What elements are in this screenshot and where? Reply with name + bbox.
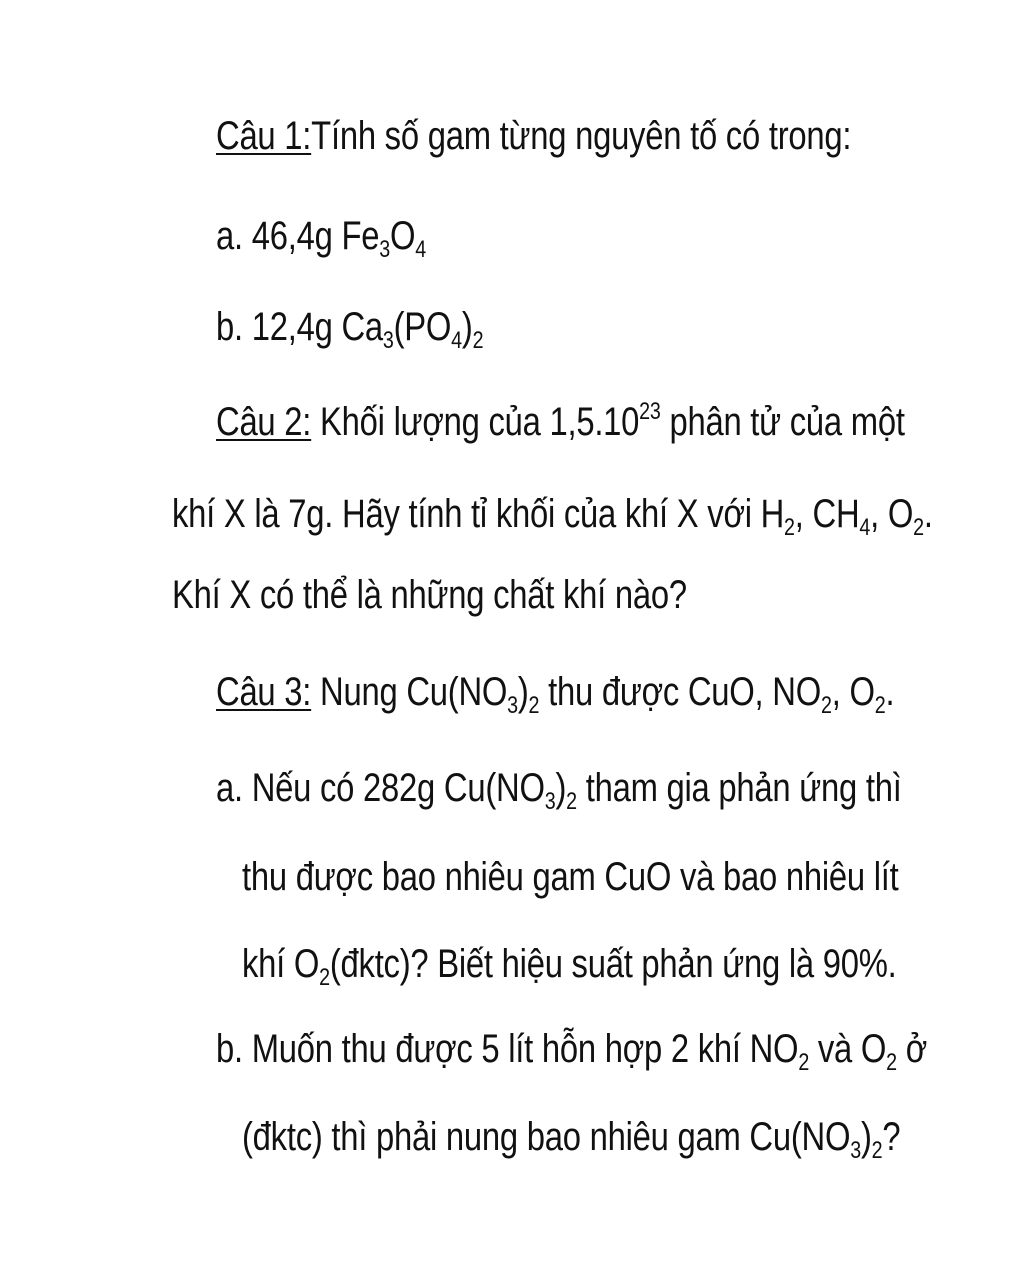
cau3-item-a-line-2: thu được bao nhiêu gam CuO và bao nhiêu lít [242, 855, 899, 899]
cau3-b-text: ở [896, 1027, 928, 1071]
cau1-b-text: ) [461, 305, 473, 349]
cau3-b-text: và O [809, 1027, 887, 1071]
subscript: 2 [566, 788, 577, 815]
cau3-a-text: a. Nếu có 282g Cu(NO [216, 766, 545, 810]
cau3-b-text: (đktc) thì phải nung bao nhiêu gam Cu(NO [242, 1115, 851, 1159]
cau1-b-text: (PO [393, 305, 452, 349]
cau3-label: Câu 3: [216, 670, 312, 714]
cau3-text: ) [517, 670, 529, 714]
subscript: 4 [451, 327, 462, 354]
cau1-label: Câu 1: [216, 114, 312, 158]
cau2-line-2 [172, 490, 933, 541]
subscript: 3 [850, 1137, 861, 1164]
cau3-text: . [885, 670, 895, 714]
subscript: 2 [798, 1049, 810, 1076]
subscript: 2 [528, 692, 540, 719]
subscript: 2 [319, 964, 330, 991]
subscript: 2 [874, 692, 886, 719]
cau3-b-text: b. Muốn thu được 5 lít hỗn hợp 2 khí NO [216, 1027, 799, 1071]
cau3-item-b-line-1 [216, 1025, 928, 1076]
subscript: 2 [871, 1137, 883, 1164]
cau2-text: Khối lượng của 1,5.10 [311, 400, 640, 444]
subscript: 2 [886, 1049, 897, 1076]
subscript: 4 [415, 236, 426, 263]
cau1-b-text: b. 12,4g Ca [216, 305, 383, 349]
cau2-text: khí X là 7g. Hãy tính tỉ khối của khí X với H [172, 492, 785, 536]
cau2-label: Câu 2: [216, 400, 312, 444]
cau3-a-text: tham gia phản ứng thì [576, 766, 902, 810]
cau3-a-text: (đktc)? Biết hiệu suất phản ứng là 90%. [329, 942, 897, 986]
subscript: 2 [913, 514, 924, 541]
cau3-text: , O [831, 670, 875, 714]
superscript: 23 [639, 398, 661, 425]
subscript: 3 [382, 327, 394, 354]
cau3-b-text: ? [882, 1115, 901, 1159]
cau2-text: , CH [794, 492, 860, 536]
subscript: 3 [379, 236, 390, 263]
subscript: 2 [821, 692, 832, 719]
subscript: 3 [507, 692, 518, 719]
cau2-text: phân tử của một [660, 400, 905, 444]
subscript: 4 [859, 514, 871, 541]
cau3-item-a-line-1 [216, 764, 902, 815]
cau3-item-a-line-3 [242, 940, 897, 991]
cau1-item-a [216, 212, 426, 263]
cau1-item-b [216, 303, 484, 354]
cau3-a-text: khí O [242, 942, 320, 986]
cau2-line-3: Khí X có thể là những chất khí nào? [172, 573, 687, 617]
cau3-b-text: ) [860, 1115, 872, 1159]
cau3-text: thu được CuO, NO [539, 670, 822, 714]
cau3-item-b-line-2 [242, 1113, 901, 1164]
subscript: 2 [472, 327, 484, 354]
subscript: 2 [784, 514, 795, 541]
cau2-text: . [923, 492, 933, 536]
cau1-a-text: a. 46,4g Fe [216, 214, 380, 258]
cau1-a-text: O [389, 214, 416, 258]
cau2-text: , O [870, 492, 914, 536]
cau3-a-text: ) [555, 766, 567, 810]
cau3-text: Nung Cu(NO [311, 670, 508, 714]
cau3-heading [216, 668, 895, 719]
cau2-line-1 [216, 398, 905, 446]
subscript: 3 [544, 788, 556, 815]
cau1-heading [216, 112, 851, 160]
cau1-text: Tính số gam từng nguyên tố có trong: [311, 114, 852, 158]
